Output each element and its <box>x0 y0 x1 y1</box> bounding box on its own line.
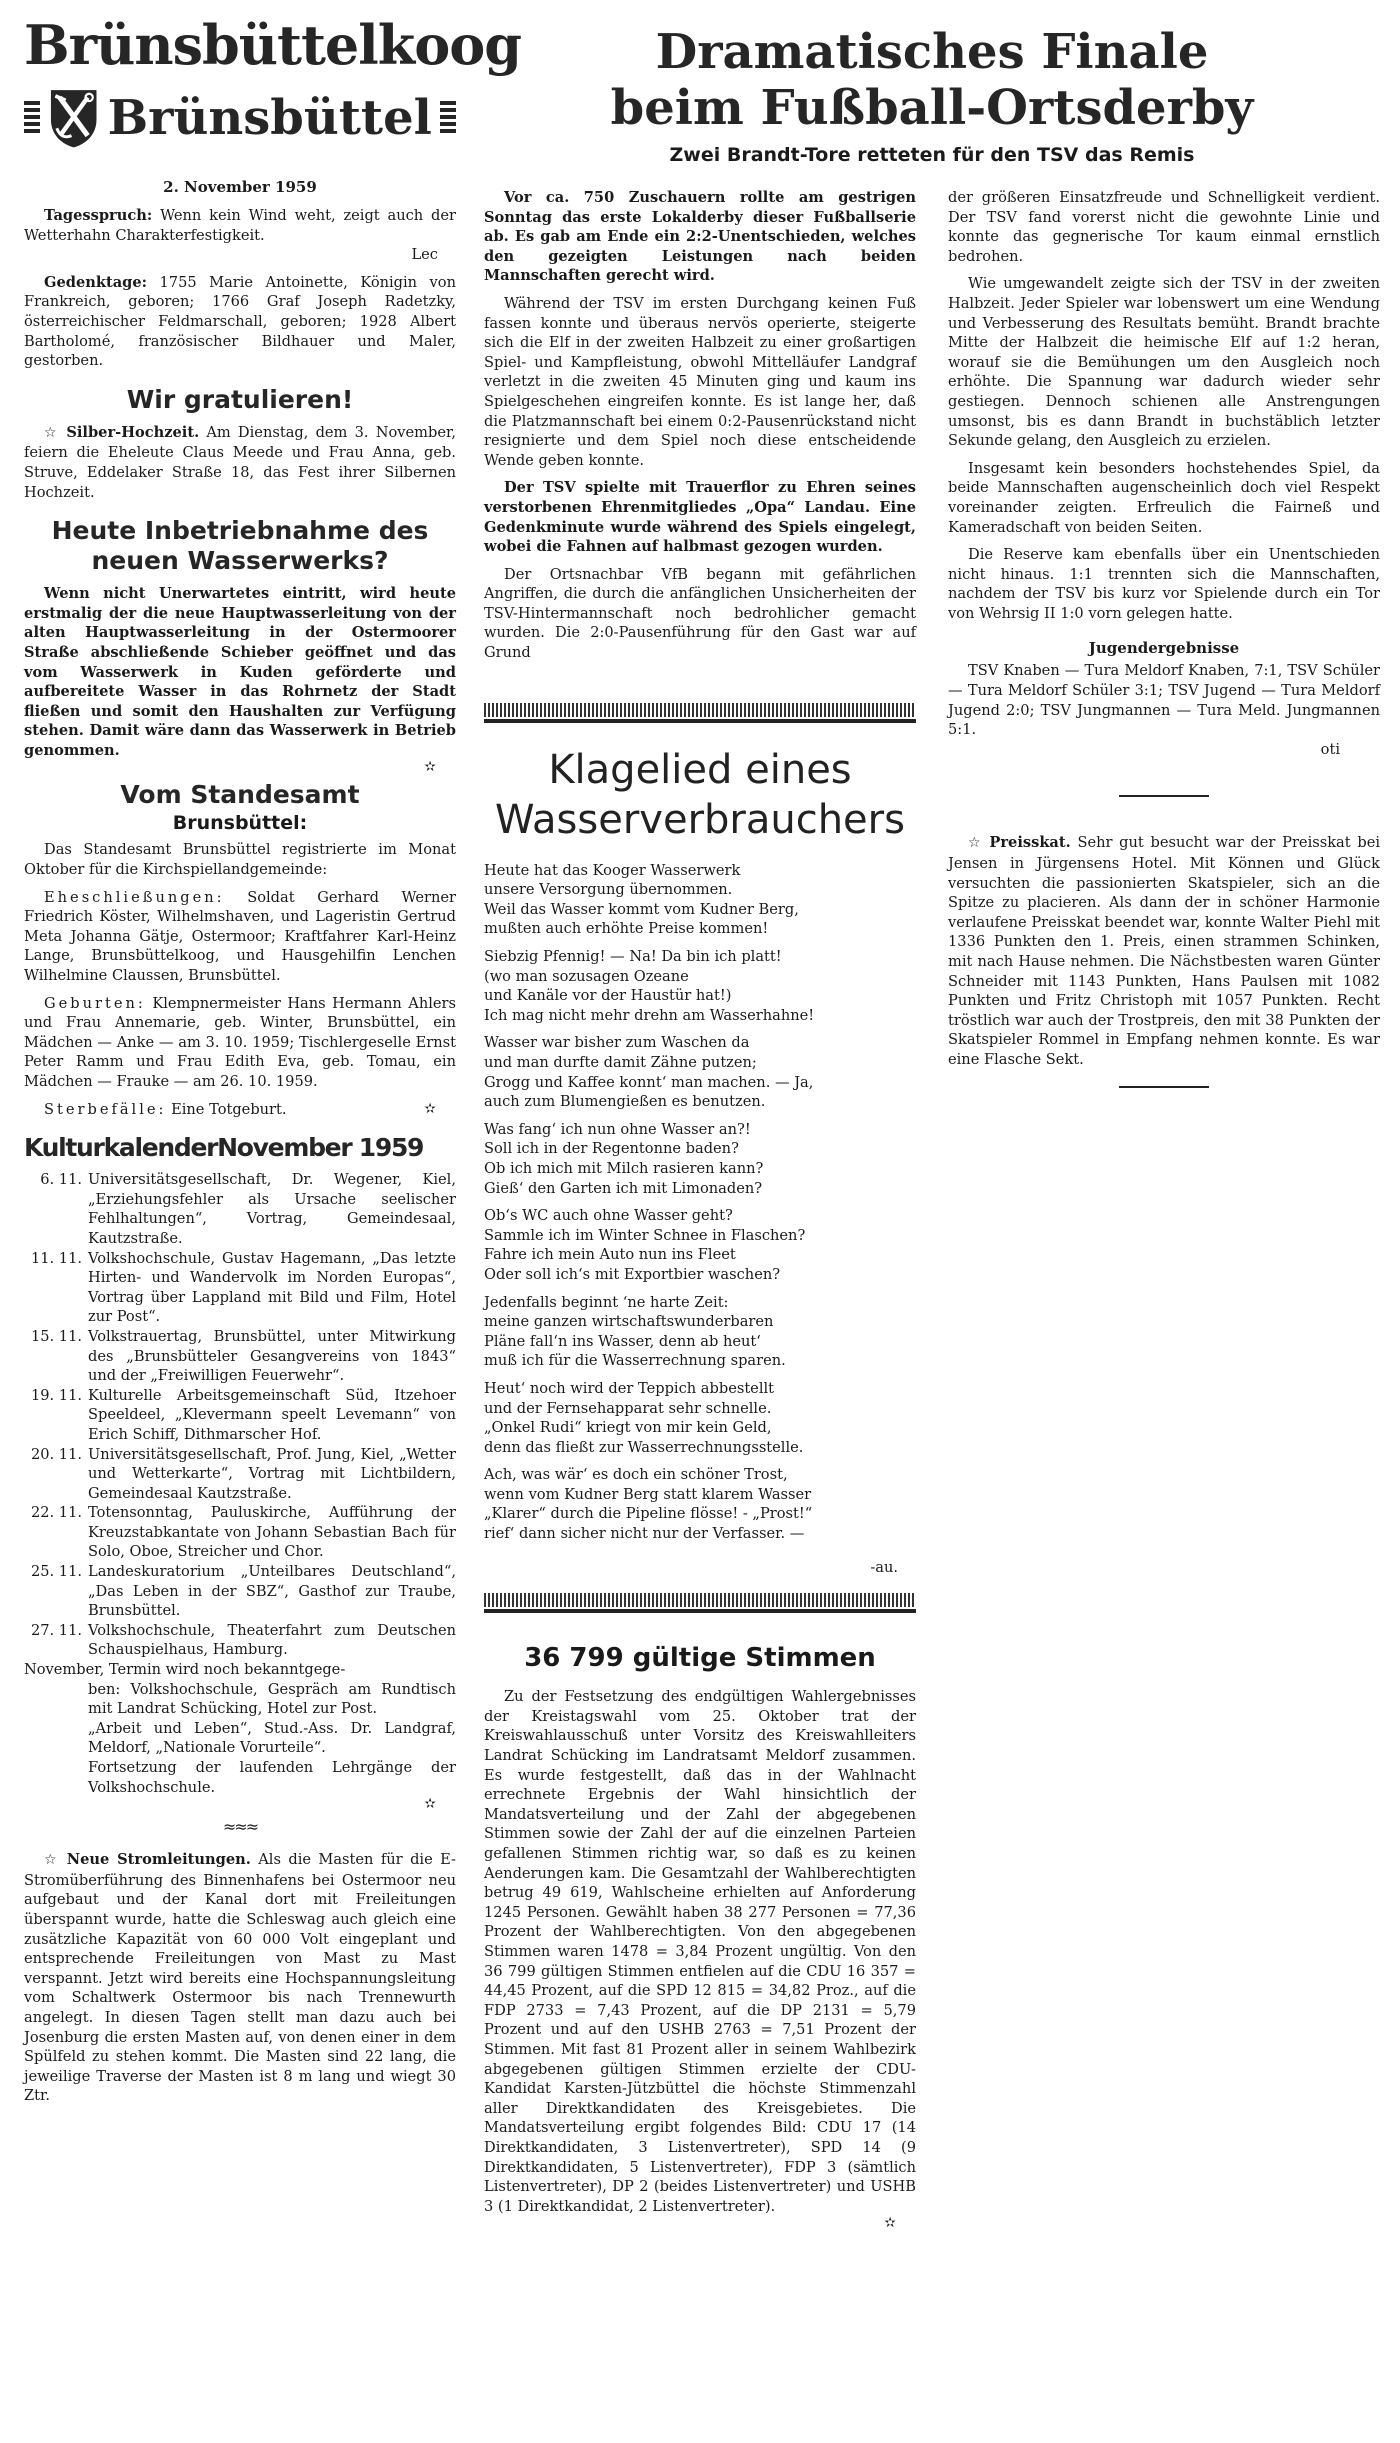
star-outline-icon: ☆ <box>44 1852 60 1869</box>
poem-line: Oder soll ich‘s mit Exportbier waschen? <box>484 1265 781 1283</box>
kultur-november-lead: November, Termin wird noch bekanntgege- <box>24 1661 346 1679</box>
football-cont-p4: Die Reserve kam ebenfalls über ein Unentschieden nicht hinaus. 1:1 trennten sich die Mannschaften, nachdem der TSV bis kurz vor Spielende durch ein Tor von Wehrsig II 1:0 vorn gelegen hatte. <box>948 546 1380 622</box>
poem-line: Fahre ich mein Auto nun ins Fleet <box>484 1246 736 1264</box>
poem-line: „Onkel Rudi“ kriegt von mir kein Geld, <box>484 1419 772 1437</box>
stromleitungen <box>24 1850 456 2106</box>
poem-line: Sammle ich im Winter Schnee in Flaschen? <box>484 1226 806 1244</box>
kultur-item-text: Landeskuratorium „Unteilbares Deutschland“, „Das Leben in der SBZ“, Gasthof zur Traube, Brunsbüttel. <box>88 1563 456 1620</box>
kultur-item-text: Kulturelle Arbeitsgemeinschaft Süd, Itzehoer Speeldeel, „Klevermann speelt Levemann“ von Erich Schiff, Dithmarscher Hof. <box>88 1386 456 1443</box>
poem-line: und man durfte damit Zähne putzen; <box>484 1054 757 1071</box>
gedenktage-text: 1755 Marie Antoinette, Königin von Frankreich, geboren; 1766 Graf Joseph Radetzky, österreichischer Feldmarschall, geboren; 1928 Albert Bartholomé, französischer Bildhauer und Maler, gestorben. <box>24 273 456 370</box>
poem-line: (wo man sozusagen Ozeane <box>484 967 689 985</box>
kultur-item <box>24 1562 456 1621</box>
poem-line: rief‘ dann sicher nicht nur der Verfasser. — <box>484 1525 805 1543</box>
sterbe-text: Eine Totgeburt. <box>166 1100 287 1118</box>
kulturkalender-list <box>24 1170 456 1660</box>
football-cont-p3: Insgesamt kein besonders hochstehendes Spiel, da beide Mannschaften augenscheinlich doch viel Respekt voreinander zeigten. Erfreulich die Fairneß und Kameradschaft von beiden Seiten. <box>948 459 1380 536</box>
geburten-text: Klempnermeister Hans Hermann Ahlers und Frau Annemarie, geb. Winter, Brunsbüttel, ein Mädchen — Anke — am 3. 10. 1959; Tischlergeselle Ernst Peter Ramm und Frau Edith Eva, geb. Tomau, ein Mädchen — Frauke — am 26. 10. 1959. <box>24 994 456 1090</box>
stimmen-heading: 36 799 gültige Stimmen <box>524 1643 876 1674</box>
tagesspruch-signature: Lec <box>411 246 438 264</box>
poem-line: Heute hat das Kooger Wasserwerk <box>484 861 741 879</box>
kultur-item <box>24 1170 456 1248</box>
poem-stanza <box>484 1465 916 1543</box>
poem-line: Soll ich in der Regentonne baden? <box>484 1140 739 1158</box>
poem-stanza <box>484 861 916 939</box>
poem-line: Ach, was wär‘ es doch ein schöner Trost, <box>484 1466 788 1484</box>
headline-subtitle: Zwei Brandt-Tore retteten für den TSV das Remis <box>669 144 1195 166</box>
poem-line: und der Fernsehapparat sehr schnelle. <box>484 1399 772 1417</box>
poem-line: Siebzig Pfennig! — Na! Da bin ich platt! <box>484 948 782 966</box>
poem-stanza <box>484 1293 916 1371</box>
poem-line: Weil das Wasser kommt vom Kudner Berg, <box>484 900 799 918</box>
poem-stanza <box>484 1033 916 1111</box>
poem-line: Ob‘s WC auch ohne Wasser geht? <box>484 1207 733 1225</box>
kultur-item-text: Volkshochschule, Gustav Hagemann, „Das letzte Hirten- und Wandervolk im Norden Europas“, Vortrag über Lappland mit Bild und Film, Hotel zur Post“. <box>88 1249 456 1326</box>
short-divider <box>1119 1086 1209 1088</box>
standesamt-heading: Vom Standesamt <box>120 780 360 810</box>
kultur-item <box>24 1445 456 1504</box>
poem-stanza <box>484 1379 916 1457</box>
poem-line: „Klarer“ durch die Pipeline flösse! - „Prost!“ <box>484 1505 813 1523</box>
wave-ornament-icon: ≈≈≈ <box>222 1817 258 1837</box>
headline-line2: beim Fußball-Ortsderby <box>610 80 1254 136</box>
standesamt-subheading: Brunsbüttel: <box>172 812 308 835</box>
kultur-item-date: 22. 11. <box>30 1504 82 1522</box>
kultur-item <box>24 1386 456 1445</box>
poem-signature: -au. <box>870 1558 898 1576</box>
shield-crest-anchor-icon <box>48 76 99 160</box>
poem-title-line1: Klagelied eines <box>548 746 852 793</box>
football-p1: Während der TSV im ersten Durchgang keinen Fuß fassen konnte und überaus nervös operierte, steigerte sich die Elf in der zweiten Halbzeit zu einer großartigen Spiel- und Kampfleistung, obwohl Mittelläufer Landgraf verletzt in die zweiten 45 Minuten ging und kaum ins Spielgeschehen eingreifen konnte. Es ist lange her, daß die Platzmannschaft bei einem 0:2-Pausenrückstand nicht resignierte und dem Spiel noch diese entscheidende Wende geben konnte. <box>484 294 916 469</box>
poem-title <box>484 745 916 845</box>
kultur-item-text: Totensonntag, Pauluskirche, Aufführung der Kreuzstabkantate von Johann Sebastian Bach für Solo, Oboe, Streicher und Chor. <box>88 1504 456 1561</box>
geburten-label: Geburten: <box>44 994 146 1012</box>
kultur-item-date: 20. 11. <box>30 1445 82 1463</box>
poem-stanza <box>484 1120 916 1198</box>
jugend-results: TSV Knaben — Tura Meldorf Knaben, 7:1, TSV Schüler — Tura Meldorf Schüler 3:1; TSV Jugend — Tura Meldorf Jugend 2:0; TSV Jungmannen — Tura Meld. Jungmannen 5:1. <box>948 662 1380 739</box>
tagesspruch-label: Tagesspruch: <box>44 207 153 224</box>
headline-block <box>484 24 1380 166</box>
poem-line: unsere Versorgung übernommen. <box>484 881 733 899</box>
kultur-item-date: 27. 11. <box>30 1621 82 1639</box>
poem-line: muß ich für die Wasserrechnung sparen. <box>484 1352 786 1370</box>
kultur-item-text: Volkstrauertag, Brunsbüttel, unter Mitwirkung des „Brunsbütteler Gesangvereins von 1843“ und der „Freiwilligen Feuerwehr“. <box>88 1327 456 1385</box>
poem-line: und Kanäle vor der Haustür hat!) <box>484 987 732 1005</box>
masthead-title-line2: Brünsbüttel <box>107 90 432 146</box>
kultur-item-text: Universitätsgesellschaft, Dr. Wegener, Kiel, „Erziehungsfehler als Ursache seelischer Fehlhaltungen“, Vortrag, Gemeindesaal, Kautzstraße. <box>88 1171 456 1247</box>
poem-line: Gieß‘ den Garten ich mit Limonaden? <box>484 1179 763 1197</box>
poem-body <box>484 861 916 1544</box>
kultur-november-extra2: Fortsetzung der laufenden Lehrgänge der Volkshochschule. <box>88 1759 456 1796</box>
football-p2: Der TSV spielte mit Trauerflor zu Ehren seines verstorbenen Ehrenmitgliedes „Opa“ Landau. Eine Gedenkminute wurde während des Spiels eingelegt, wobei die Fahnen auf halbmast gezogen wurden. <box>484 479 916 556</box>
silber-hochzeit <box>24 423 456 502</box>
preisskat <box>948 833 1380 1069</box>
poem-line: Ich mag nicht mehr drehn am Wasserhahne! <box>484 1006 815 1024</box>
issue-date: 2. November 1959 <box>163 178 317 196</box>
middle-column <box>484 188 916 2230</box>
poem-line: Wasser war bisher zum Waschen da <box>484 1034 750 1052</box>
kultur-item <box>24 1327 456 1386</box>
geburten <box>24 994 456 1092</box>
comb-divider <box>484 1593 916 1613</box>
kultur-item <box>24 1249 456 1327</box>
football-cont-p2: Wie umgewandelt zeigte sich der TSV in der zweiten Halbzeit. Jeder Spieler war lobenswert um eine Wendung und Verbesserung des Resultats bemüht. Brandt brachte Mitte der Halbzeit die heimische Elf auf 1:2 heran, worauf sie die Bemühungen um den Ausgleich noch erhöhte. Die Spannung war dadurch wieder sehr gestiegen. Dennoch schienen alle Anstrengungen umsonst, bis es dann Brandt in buchstäblich letzter Sekunde gelang, den Ausgleich zu erzielen. <box>948 275 1380 450</box>
star-icon: ✫ <box>424 759 436 776</box>
kultur-item-date: 15. 11. <box>30 1327 82 1345</box>
kultur-item-text: Volkshochschule, Theaterfahrt zum Deutschen Schauspielhaus, Hamburg. <box>88 1621 456 1659</box>
poem-line: mußten auch erhöhte Preise kommen! <box>484 920 769 938</box>
poem-line: denn das fließt zur Wasserrechnungsstelle. <box>484 1438 804 1456</box>
kultur-november-rest: ben: Volkshochschule, Gespräch am Rundtisch mit Landrat Schücking, Hotel zur Post. <box>88 1680 456 1718</box>
sterbe-label: Sterbefälle: <box>44 1100 167 1118</box>
poem-title-line2: Wasserverbrauchers <box>495 796 905 843</box>
stimmen-text: Zu der Festsetzung des endgültigen Wahlergebnisses der Kreistagswahl vom 25. Oktober trat der Kreiswahlausschuß unter Vorsitz des Kreiswahlleiters Landrat Schücking im Landratsamt Meldorf zusammen. Es wurde festgestellt, daß das in der Wahlnacht errechnete Ergebnis der Wahl hinsichtlich der Mandatsverteilung und der Zahl der abgegebenen Stimmen sowie der Zahl der auf die einzelnen Parteien gefallenen Stimmen richtig war, so daß es zu keinen Aenderungen kam. Die Gesamtzahl der Wahlberechtigten betrug 49 619, Wahlscheine erhielten auf Anforderung 1245 Personen. Gewählt haben 38 277 Personen = 77,36 Prozent der Wahlberechtigten. Von den abgegebenen Stimmen waren 1478 = 3,84 Prozent ungültig. Von den 36 799 gültigen Stimmen entfielen auf die CDU 16 357 = 44,45 Prozent, auf die SPD 12 815 = 34,82 Proz., auf die FDP 2733 = 7,43 Prozent, auf die DP 2131 = 5,79 Prozent und auf den USHB 2763 = 7,51 Prozent der Stimmen. Mit fast 81 Prozent aller in seinem Wahlbezirk abgegebenen gültigen Stimmen erzielte der CDU-Kandidat Karsten-Jützbüttel die höchste Stimmenzahl aller Direktkandidaten des Kreisgebietes. Die Mandatsverteilung ergibt folgendes Bild: CDU 17 (14 Direktkandidaten, 3 Listenvertreter), SPD 14 (9 Direktkandidaten, 5 Listenvertreter), FDP 3 (sämtlich Listenvertreter), DP 2 (beides Listenvertreter) und USHB 3 (1 Direktkandidat, 2 Listenvertreter). <box>484 1688 916 2215</box>
kultur-item <box>24 1503 456 1562</box>
masthead-title-line1: Brünsbüttelkoog <box>24 13 521 77</box>
gedenktage-label: Gedenktage: <box>44 273 148 291</box>
tagesspruch-text: Wenn kein Wind weht, zeigt auch der Wetterhahn Charakterfestigkeit. <box>24 207 456 244</box>
star-outline-icon: ☆ <box>968 835 983 852</box>
jugend-signature: oti <box>1320 740 1340 758</box>
kultur-item-date: 19. 11. <box>30 1386 82 1404</box>
poem-line: Ob ich mich mit Milch rasieren kann? <box>484 1159 764 1177</box>
football-cont-p1: der größeren Einsatzfreude und Schnelligkeit verdient. Der TSV fand vorerst nicht die gewohnte Linie und konnte das gegnerische Tor kaum einmal ernstlich bedrohen. <box>948 189 1380 265</box>
gratulieren-heading: Wir gratulieren! <box>126 384 354 414</box>
poem-line: Grogg und Kaffee konnt‘ man machen. — Ja, <box>484 1073 814 1091</box>
short-divider <box>1119 795 1209 797</box>
silber-text: Am Dienstag, dem 3. November, feiern die Eheleute Claus Meede und Frau Anna, geb. Struve, Eddelaker Straße 18, das Fest ihrer Silbernen Hochzeit. <box>24 423 456 501</box>
right-column <box>948 188 1380 1124</box>
standesamt-intro: Das Standesamt Brunsbüttel registrierte im Monat Oktober für die Kirchspiellandgemeinde: <box>24 841 456 879</box>
ehe-text: Soldat Gerhard Werner Friedrich Köster, Wilhelmshaven, und Lageristin Gertrud Meta Johanna Gätje, Ostermoor; Kraftfahrer Karl-Heinz Lange, Brunsbüttelkoog, und Hausgehilfin Lenchen Wilhelmine Claussen, Brunsbüttel. <box>24 888 456 985</box>
kultur-item-text: Universitätsgesellschaft, Prof. Jung, Kiel, „Wetter und Wetterkarte“, Vortrag mit Lichtbildern, Gemeindesaal Kautzstraße. <box>88 1445 456 1502</box>
preisskat-label: Preisskat. <box>989 834 1071 852</box>
football-lead: Vor ca. 750 Zuschauern rollte am gestrigen Sonntag das erste Lokalderby dieser Fußballserie ab. Es gab am Ende ein 2:2-Unentschieden, welches den gezeigten Leistungen nach beiden Mannschaften gerecht wird. <box>484 189 916 285</box>
left-column <box>24 0 521 2106</box>
jugend-heading: Jugendergebnisse <box>1088 639 1240 658</box>
preisskat-text: Sehr gut besucht war der Preisskat bei Jensen in Jürgensens Hotel. Mit Können und Glück versuchten die passionierten Skatspieler, sich an die Spitze zu placieren. Als dann der in schöner Harmonie verlaufene Preisskat beendet war, konnte Walter Piehl mit 1336 Punkten den 1. Preis, einen strammen Schinken, mit nach Hause nehmen. Die Nächstbesten waren Günter Schneider mit 1143 Punkten, Hans Paulsen mit 1082 Punkten und Fritz Christoph mit 1057 Punkten. Recht tröstlich war auch der Trostpreis, den mit 38 Punkten der Skatspieler Rommel in Empfang nehmen konnte. Es war eine Flasche Sekt. <box>948 834 1380 1068</box>
banner-left-icon <box>24 101 40 135</box>
star-icon: ✫ <box>884 2215 896 2232</box>
star-outline-icon: ☆ <box>44 424 60 441</box>
strom-text: Als die Masten für die E-Stromüberführung des Binnenhafens bei Ostermoor neu aufgebaut und der Kanal dort mit Freileitungen überspannt wurde, hatte die Schleswag auch gleich eine zusätzliche Kapazität von 60 000 Volt eingeplant und entsprechende Freileitungen von Mast zu Mast verspannt. Jetzt wird bereits eine Hochspannungsleitung vom Schaltwerk Ostermoor bis nach Trennewurth angelegt. In diesen Tagen stellt man dazu auch bei Josenburg die ersten Masten auf, von denen einer in dem Spülfeld zu stehen kommt. Die Masten sind 22 lang, die jeweilige Traverse der Masten ist 8 m lang und wiegt 30 Ztr. <box>24 1851 456 2105</box>
poem-line: Heut‘ noch wird der Teppich abbestellt <box>484 1379 775 1397</box>
poem-stanza <box>484 1206 916 1284</box>
comb-divider <box>484 703 916 723</box>
ehe-label: Eheschließungen: <box>44 888 225 906</box>
poem-line: Jedenfalls beginnt ‘ne harte Zeit: <box>484 1293 729 1311</box>
kultur-item <box>24 1621 456 1660</box>
football-p3: Der Ortsnachbar VfB begann mit gefährlichen Angriffen, die durch die anfänglichen Unsicherheiten der TSV-Hintermannschaft noch bedrohlicher gemacht wurden. Die 2:0-Pausenführung für den Gast war auf Grund <box>484 565 916 662</box>
tagesspruch <box>24 206 456 245</box>
poem-line: Pläne fall‘n ins Wasser, denn ab heut‘ <box>484 1332 761 1350</box>
silber-label: Silber-Hochzeit. <box>66 423 200 441</box>
headline-line1: Dramatisches Finale <box>655 24 1209 80</box>
poem-line: wenn vom Kudner Berg statt klarem Wasser <box>484 1485 812 1503</box>
kulturkalender-heading: KulturkalenderNovember 1959 <box>24 1133 424 1163</box>
gedenktage <box>24 273 456 371</box>
wasserwerk-text: Wenn nicht Unerwartetes eintritt, wird heute erstmalig der die neue Hauptwasserleitung von der alten Hauptwasserleitung in der Ostermoorer Straße abschließende Schieber geöffnet und das vom Wasserwerk in Kuden geförderte und aufbereitete Wasser in das Rohrnetz der Stadt fließen und somit den Haushalten zur Verfügung stehen. Damit wäre dann das Wasserwerk in Betrieb genommen. <box>24 585 456 759</box>
banner-right-icon <box>440 101 456 135</box>
kultur-item-date: 25. 11. <box>30 1563 82 1581</box>
star-icon: ✫ <box>424 1796 436 1813</box>
kultur-november-extra1: „Arbeit und Leben“, Stud.-Ass. Dr. Landgraf, Meldorf, „Nationale Vorurteile“. <box>88 1719 456 1757</box>
kultur-item-date: 6. 11. <box>40 1171 82 1189</box>
eheschliessungen <box>24 888 456 986</box>
poem-line: meine ganzen wirtschaftswunderbaren <box>484 1313 774 1331</box>
poem-line: auch zum Blumengießen es benutzen. <box>484 1093 766 1111</box>
sterbefaelle <box>24 1100 456 1120</box>
strom-label: Neue Stromleitungen. <box>66 1851 251 1869</box>
poem-line: Was fang‘ ich nun ohne Wasser an?! <box>484 1120 751 1138</box>
poem-stanza <box>484 947 916 1025</box>
star-icon: ✫ <box>424 1100 436 1117</box>
kultur-item-date: 11. 11. <box>30 1249 82 1267</box>
masthead <box>24 0 521 160</box>
wasserwerk-heading: Heute Inbetriebnahme des neuen Wasserwerks? <box>51 516 429 576</box>
